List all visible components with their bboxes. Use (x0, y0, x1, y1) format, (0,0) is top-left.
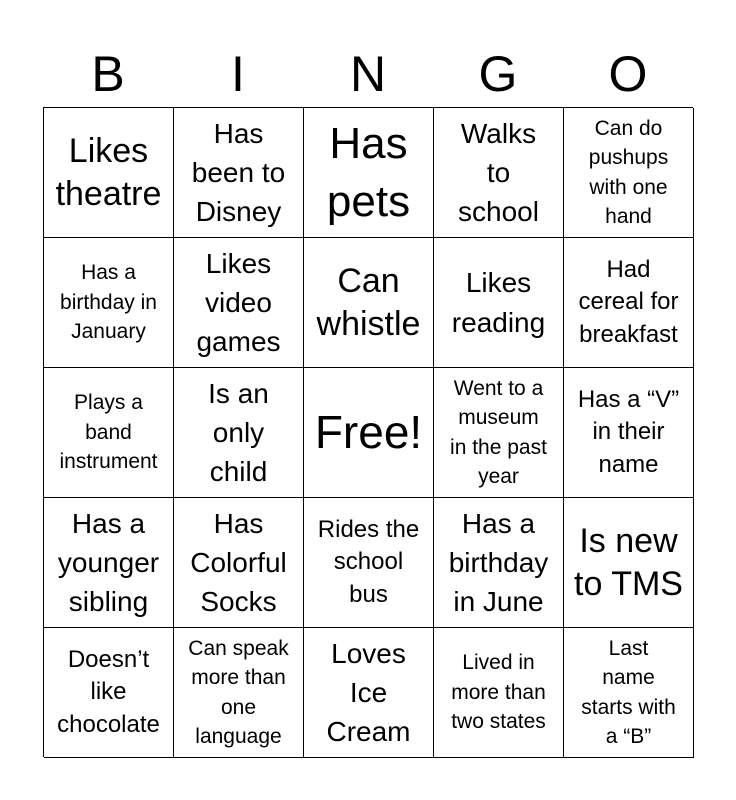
cell-text: Doesn’t like chocolate (57, 645, 160, 738)
bingo-cell[interactable] (434, 238, 564, 368)
cell-text: Plays a band instrument (59, 391, 158, 474)
bingo-cell[interactable] (44, 238, 174, 368)
cell-text: Has been to Disney (191, 117, 286, 228)
bingo-cell[interactable] (434, 368, 564, 498)
cell-text: Has a “V” in their name (577, 385, 680, 478)
bingo-cell[interactable] (44, 498, 174, 628)
bingo-cell[interactable] (564, 238, 694, 368)
cell-text: Loves Ice Cream (326, 637, 411, 748)
bingo-cell[interactable] (564, 628, 694, 758)
cell-text: Rides the school bus (317, 515, 420, 608)
bingo-cell[interactable] (174, 368, 304, 498)
cell-text: Likes reading (451, 267, 546, 338)
cell-text: Likes video games (196, 247, 281, 358)
cell-text: Is an only child (208, 377, 269, 488)
cell-text: Has pets (326, 119, 411, 226)
cell-text: Lived in more than two states (451, 651, 546, 734)
bingo-cell[interactable] (174, 108, 304, 238)
cell-text: Is new to TMS (574, 522, 683, 603)
bingo-cell[interactable] (174, 238, 304, 368)
cell-text: Went to a museum in the past year (450, 376, 547, 488)
cell-text: Has a birthday in January (60, 261, 157, 344)
free-space-text: Free! (314, 405, 423, 458)
header-letter-b: B (91, 46, 125, 102)
bingo-cell[interactable] (434, 498, 564, 628)
cell-text: Has a younger sibling (57, 507, 160, 618)
cell-text: Can speak more than one language (188, 636, 289, 748)
cell-text: Had cereal for breakfast (578, 255, 679, 348)
bingo-cell[interactable] (44, 628, 174, 758)
bingo-cell[interactable] (434, 628, 564, 758)
bingo-cell[interactable] (564, 368, 694, 498)
bingo-cell[interactable] (304, 108, 434, 238)
bingo-cell[interactable] (304, 238, 434, 368)
cell-text: Has Colorful Socks (190, 507, 287, 618)
cell-text: Can whistle (316, 262, 421, 343)
bingo-cell[interactable] (564, 498, 694, 628)
cell-text: Can do pushups with one hand (588, 116, 669, 228)
bingo-card (43, 107, 693, 757)
bingo-cell[interactable] (564, 108, 694, 238)
header-letter-g: G (478, 46, 518, 102)
header-letter-o: O (608, 46, 648, 102)
header-letter-i: I (231, 46, 245, 102)
bingo-cell[interactable] (44, 108, 174, 238)
bingo-cell[interactable] (174, 498, 304, 628)
cell-text: Walks to school (458, 117, 539, 228)
bingo-cell[interactable] (434, 108, 564, 238)
bingo-cell[interactable] (174, 628, 304, 758)
free-space-cell[interactable] (304, 368, 434, 498)
bingo-cell[interactable] (304, 628, 434, 758)
cell-text: Last name starts with a “B” (581, 636, 676, 748)
bingo-cell[interactable] (44, 368, 174, 498)
cell-text: Likes theatre (55, 132, 162, 213)
bingo-header (43, 40, 693, 108)
header-letter-n: N (349, 46, 387, 102)
bingo-cell[interactable] (304, 498, 434, 628)
cell-text: Has a birthday in June (448, 507, 549, 618)
